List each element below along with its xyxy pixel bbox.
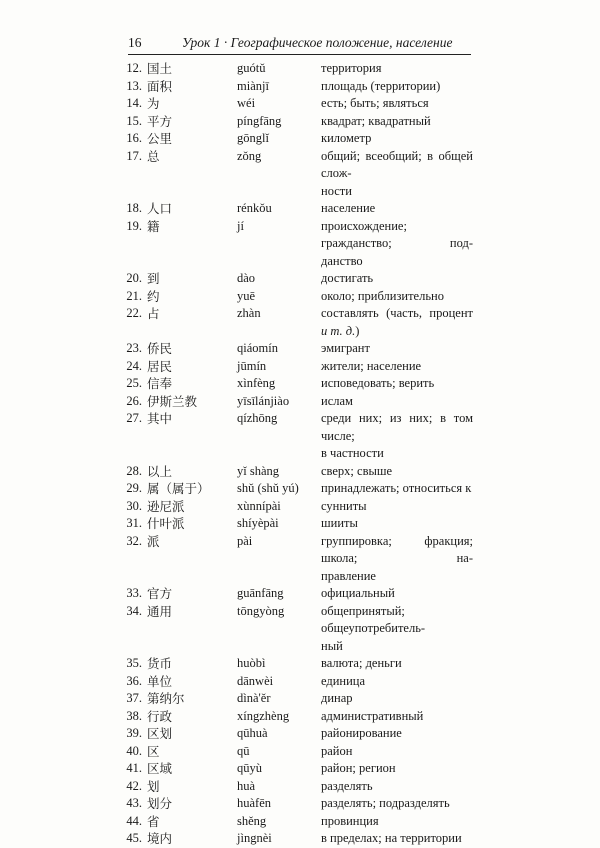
meaning-line bbox=[321, 725, 473, 743]
entry-meaning bbox=[321, 603, 473, 656]
entry-hanzi: 单位 bbox=[147, 673, 173, 689]
entry-hanzi: 什叶派 bbox=[147, 516, 185, 531]
entry-pinyin: tōngyòng bbox=[237, 603, 285, 618]
entry-hanzi: 面积 bbox=[147, 78, 173, 94]
meaning-line bbox=[321, 340, 473, 358]
meaning-line bbox=[321, 218, 473, 253]
vocab-entry bbox=[0, 813, 600, 831]
entry-pinyin: qiáomín bbox=[237, 341, 278, 355]
meaning-line bbox=[321, 655, 473, 673]
vocab-entry bbox=[0, 673, 600, 691]
meaning-text: происхождение; гражданство; под- bbox=[321, 218, 473, 250]
meaning-line bbox=[321, 515, 473, 533]
meaning-text: единица bbox=[321, 673, 366, 688]
vocab-entry bbox=[0, 410, 600, 463]
entry-number: 13. bbox=[126, 78, 142, 93]
entry-meaning bbox=[321, 690, 473, 708]
entry-hanzi: 平方 bbox=[147, 113, 173, 129]
entry-meaning bbox=[321, 533, 473, 586]
vocab-entry bbox=[0, 778, 600, 796]
entry-hanzi: 约 bbox=[147, 288, 160, 304]
entry-meaning bbox=[321, 393, 473, 411]
meaning-text: правление bbox=[321, 568, 376, 583]
entry-hanzi: 籍 bbox=[147, 218, 160, 234]
meaning-line bbox=[321, 130, 473, 148]
entry-pinyin: dào bbox=[237, 271, 256, 285]
vocab-entry bbox=[0, 760, 600, 778]
meaning-line bbox=[321, 393, 473, 411]
entry-meaning bbox=[321, 673, 473, 691]
meaning-line bbox=[321, 60, 473, 78]
meaning-line bbox=[321, 795, 473, 813]
meaning-text: ный bbox=[321, 638, 343, 653]
entry-meaning bbox=[321, 130, 473, 148]
meaning-text: административный bbox=[321, 708, 424, 723]
entry-number: 29. bbox=[126, 481, 142, 495]
meaning-line bbox=[321, 778, 473, 796]
vocab-entry bbox=[0, 795, 600, 813]
meaning-tail: ) bbox=[355, 323, 360, 338]
page-header bbox=[128, 33, 468, 53]
meaning-line bbox=[321, 813, 473, 831]
entry-pinyin: dānwèi bbox=[237, 673, 274, 688]
meaning-text: квадрат; квадратный bbox=[321, 113, 431, 128]
entry-meaning bbox=[321, 743, 473, 761]
entry-hanzi: 侨民 bbox=[147, 341, 173, 356]
meaning-line bbox=[321, 200, 473, 218]
meaning-text: район; регион bbox=[321, 761, 396, 775]
entry-meaning bbox=[321, 463, 473, 481]
meaning-text: в частности bbox=[321, 446, 384, 460]
meaning-line bbox=[321, 375, 473, 393]
entry-meaning bbox=[321, 830, 473, 848]
vocab-entry bbox=[0, 218, 600, 271]
header-rule bbox=[128, 54, 471, 55]
entry-pinyin: dìnà'ěr bbox=[237, 691, 271, 705]
meaning-text: площадь (территории) bbox=[321, 78, 441, 93]
entry-pinyin: jūmín bbox=[237, 358, 267, 373]
vocab-entry bbox=[0, 463, 600, 481]
entry-pinyin: jìngnèi bbox=[237, 831, 272, 845]
vocab-entry bbox=[0, 200, 600, 218]
vocab-entry bbox=[0, 655, 600, 673]
running-title: Урок 1 · Географическое положение, население bbox=[182, 35, 453, 50]
entry-hanzi: 到 bbox=[147, 271, 160, 286]
entry-meaning bbox=[321, 760, 473, 778]
meaning-text: ислам bbox=[321, 393, 353, 408]
meaning-line bbox=[321, 743, 473, 761]
entry-pinyin: qūyù bbox=[237, 761, 262, 775]
entry-meaning bbox=[321, 148, 473, 201]
meaning-text: данство bbox=[321, 253, 363, 268]
vocab-entry bbox=[0, 515, 600, 533]
entry-number: 36. bbox=[126, 673, 142, 688]
meaning-text: эмигрант bbox=[321, 341, 370, 355]
vocab-entry bbox=[0, 95, 600, 113]
meaning-text: жители; население bbox=[321, 358, 422, 373]
entry-pinyin: xìnfèng bbox=[237, 376, 276, 390]
vocab-entry bbox=[0, 393, 600, 411]
entry-hanzi: 以上 bbox=[147, 463, 173, 479]
meaning-text: исповедовать; верить bbox=[321, 376, 435, 390]
meaning-text: среди них; из них; в том числе; bbox=[321, 411, 473, 443]
entry-number: 35. bbox=[126, 656, 142, 670]
entry-hanzi: 占 bbox=[147, 306, 160, 321]
entry-pinyin: qūhuà bbox=[237, 726, 268, 740]
entry-number: 43. bbox=[126, 796, 142, 810]
meaning-text: общий; всеобщий; в общей слож- bbox=[321, 148, 473, 180]
meaning-line bbox=[321, 708, 473, 726]
entry-meaning bbox=[321, 708, 473, 726]
meaning-line bbox=[321, 673, 473, 691]
entry-number: 12. bbox=[126, 61, 142, 75]
meaning-text: в пределах; на территории bbox=[321, 831, 462, 845]
entry-pinyin: yǐ shàng bbox=[237, 463, 280, 478]
entry-meaning bbox=[321, 655, 473, 673]
entry-number: 32. bbox=[126, 533, 142, 548]
vocab-entry bbox=[0, 358, 600, 376]
entry-number: 39. bbox=[126, 726, 142, 740]
meaning-line bbox=[321, 270, 473, 288]
entry-pinyin: shíyèpài bbox=[237, 516, 279, 530]
vocab-entry bbox=[0, 78, 600, 96]
entry-pinyin: miànjī bbox=[237, 78, 269, 93]
meaning-text: километр bbox=[321, 131, 372, 145]
entry-number: 20. bbox=[126, 271, 142, 285]
meaning-text: сунниты bbox=[321, 498, 367, 513]
entry-meaning bbox=[321, 218, 473, 271]
entry-number: 24. bbox=[126, 358, 142, 373]
meaning-text: население bbox=[321, 201, 376, 215]
meaning-text: принадлежать; относиться к bbox=[321, 481, 472, 495]
meaning-line bbox=[321, 148, 473, 183]
vocab-entry bbox=[0, 113, 600, 131]
entry-hanzi: 总 bbox=[147, 148, 160, 164]
vocab-entry bbox=[0, 148, 600, 201]
entry-pinyin: zhàn bbox=[237, 306, 261, 320]
meaning-text: сверх; свыше bbox=[321, 463, 393, 478]
entry-hanzi: 伊斯兰教 bbox=[147, 393, 198, 409]
entry-meaning bbox=[321, 358, 473, 376]
entry-pinyin: guānfāng bbox=[237, 586, 284, 600]
entry-pinyin: gōnglǐ bbox=[237, 131, 269, 145]
entry-pinyin: shěng bbox=[237, 813, 267, 828]
entry-hanzi: 区 bbox=[147, 743, 160, 759]
vocab-entry bbox=[0, 288, 600, 306]
meaning-italic: и т. д. bbox=[321, 323, 356, 338]
vocab-entry bbox=[0, 305, 600, 340]
entry-number: 31. bbox=[126, 516, 142, 530]
entry-number: 14. bbox=[126, 96, 142, 110]
entry-number: 33. bbox=[126, 586, 142, 600]
entry-hanzi: 其中 bbox=[147, 411, 173, 426]
entry-hanzi: 信奉 bbox=[147, 376, 173, 391]
vocab-entry bbox=[0, 480, 600, 498]
entry-pinyin: xùnnípài bbox=[237, 498, 281, 513]
entry-number: 26. bbox=[126, 393, 142, 408]
entry-hanzi: 居民 bbox=[147, 358, 173, 374]
entry-number: 22. bbox=[126, 306, 142, 320]
entry-pinyin: qū bbox=[237, 743, 250, 758]
entry-number: 38. bbox=[126, 708, 142, 723]
meaning-line bbox=[321, 480, 473, 498]
vocab-entry bbox=[0, 375, 600, 393]
meaning-line bbox=[321, 78, 473, 96]
entry-meaning bbox=[321, 813, 473, 831]
vocab-entry bbox=[0, 130, 600, 148]
entry-number: 16. bbox=[126, 131, 142, 145]
meaning-line bbox=[321, 585, 473, 603]
meaning-line bbox=[321, 533, 473, 568]
entry-hanzi: 国土 bbox=[147, 61, 173, 76]
vocab-entry bbox=[0, 498, 600, 516]
meaning-text: шииты bbox=[321, 516, 358, 530]
entry-number: 25. bbox=[126, 376, 142, 390]
entry-number: 27. bbox=[126, 411, 142, 425]
entry-number: 34. bbox=[126, 603, 142, 618]
entry-meaning bbox=[321, 410, 473, 463]
meaning-text: разделять bbox=[321, 778, 373, 793]
page-number: 16 bbox=[128, 35, 142, 50]
entry-meaning bbox=[321, 480, 473, 498]
entry-meaning bbox=[321, 498, 473, 516]
entry-hanzi: 行政 bbox=[147, 708, 173, 724]
vocab-entry bbox=[0, 743, 600, 761]
entry-pinyin: yīsīlánjiào bbox=[237, 393, 290, 408]
entry-meaning bbox=[321, 340, 473, 358]
meaning-line bbox=[321, 760, 473, 778]
meaning-line bbox=[321, 830, 473, 848]
entry-hanzi: 区划 bbox=[147, 726, 173, 741]
entry-pinyin: jí bbox=[237, 218, 244, 233]
entry-number: 40. bbox=[126, 743, 142, 758]
meaning-text: составлять (часть, процент bbox=[321, 306, 473, 320]
entry-pinyin: huòbì bbox=[237, 656, 266, 670]
entry-hanzi: 第纳尔 bbox=[147, 691, 185, 706]
entry-pinyin: wéi bbox=[237, 96, 256, 110]
entry-meaning bbox=[321, 375, 473, 393]
entry-meaning bbox=[321, 60, 473, 78]
meaning-text: официальный bbox=[321, 586, 395, 600]
meaning-text: есть; быть; являться bbox=[321, 96, 429, 110]
meaning-line bbox=[321, 113, 473, 131]
entry-hanzi: 划分 bbox=[147, 796, 173, 811]
entry-meaning bbox=[321, 305, 473, 340]
entry-number: 17. bbox=[126, 148, 142, 163]
entry-meaning bbox=[321, 795, 473, 813]
entry-number: 15. bbox=[126, 113, 142, 128]
meaning-text: территория bbox=[321, 61, 382, 75]
meaning-line bbox=[321, 183, 473, 201]
vocab-entry bbox=[0, 830, 600, 848]
entry-hanzi: 派 bbox=[147, 533, 160, 549]
meaning-text: общепринятый; общеупотребитель- bbox=[321, 603, 426, 635]
entry-meaning bbox=[321, 270, 473, 288]
entry-number: 42. bbox=[126, 778, 142, 793]
meaning-text: район bbox=[321, 743, 353, 758]
entry-number: 37. bbox=[126, 691, 142, 705]
entry-pinyin: yuē bbox=[237, 288, 256, 303]
entry-pinyin: zǒng bbox=[237, 148, 262, 163]
entry-hanzi: 官方 bbox=[147, 586, 173, 601]
entry-pinyin: guótǔ bbox=[237, 61, 266, 75]
meaning-line bbox=[321, 638, 473, 656]
vocab-entry bbox=[0, 60, 600, 78]
meaning-line bbox=[321, 410, 473, 445]
meaning-line bbox=[321, 95, 473, 113]
meaning-line bbox=[321, 358, 473, 376]
entry-meaning bbox=[321, 78, 473, 96]
entry-number: 23. bbox=[126, 341, 142, 355]
meaning-text: разделять; подразделять bbox=[321, 796, 450, 810]
entry-meaning bbox=[321, 585, 473, 603]
entry-hanzi: 属（属于） bbox=[147, 481, 210, 496]
entry-meaning bbox=[321, 288, 473, 306]
entry-pinyin: pài bbox=[237, 533, 253, 548]
vocab-entry bbox=[0, 690, 600, 708]
meaning-line bbox=[321, 498, 473, 516]
entry-number: 19. bbox=[126, 218, 142, 233]
entry-hanzi: 境内 bbox=[147, 831, 173, 846]
entry-pinyin: rénkǒu bbox=[237, 201, 272, 215]
entry-pinyin: huà bbox=[237, 778, 256, 793]
entry-hanzi: 公里 bbox=[147, 131, 173, 146]
vocab-entry bbox=[0, 585, 600, 603]
entry-hanzi: 逊尼派 bbox=[147, 498, 185, 514]
vocab-entry bbox=[0, 708, 600, 726]
entry-pinyin: qízhōng bbox=[237, 411, 278, 425]
entry-number: 28. bbox=[126, 463, 142, 478]
meaning-line bbox=[321, 288, 473, 306]
meaning-line bbox=[321, 445, 473, 463]
vocabulary-list bbox=[0, 60, 600, 848]
entry-hanzi: 通用 bbox=[147, 603, 173, 619]
entry-pinyin: xíngzhèng bbox=[237, 708, 290, 723]
entry-pinyin: píngfāng bbox=[237, 113, 282, 128]
entry-number: 41. bbox=[126, 761, 142, 775]
entry-hanzi: 货币 bbox=[147, 656, 173, 671]
meaning-line bbox=[321, 253, 473, 271]
entry-hanzi: 区域 bbox=[147, 761, 173, 776]
vocab-entry bbox=[0, 725, 600, 743]
vocab-entry bbox=[0, 533, 600, 586]
meaning-text: группировка; фракция; школа; на- bbox=[321, 533, 473, 565]
meaning-text: провинция bbox=[321, 813, 379, 828]
entry-hanzi: 人口 bbox=[147, 201, 173, 216]
entry-meaning bbox=[321, 778, 473, 796]
meaning-line bbox=[321, 305, 473, 340]
entry-hanzi: 为 bbox=[147, 96, 160, 111]
vocab-entry bbox=[0, 340, 600, 358]
meaning-text: динар bbox=[321, 691, 353, 705]
entry-meaning bbox=[321, 200, 473, 218]
entry-number: 18. bbox=[126, 201, 142, 215]
entry-meaning bbox=[321, 113, 473, 131]
meaning-text: районирование bbox=[321, 726, 402, 740]
entry-hanzi: 省 bbox=[147, 813, 160, 829]
meaning-text: достигать bbox=[321, 271, 374, 285]
entry-meaning bbox=[321, 95, 473, 113]
vocab-entry bbox=[0, 603, 600, 656]
meaning-text: около; приблизительно bbox=[321, 288, 444, 303]
entry-number: 21. bbox=[126, 288, 142, 303]
meaning-line bbox=[321, 603, 473, 638]
entry-hanzi: 划 bbox=[147, 778, 160, 794]
meaning-line bbox=[321, 690, 473, 708]
meaning-line bbox=[321, 463, 473, 481]
meaning-text: валюта; деньги bbox=[321, 656, 402, 670]
entry-meaning bbox=[321, 515, 473, 533]
entry-pinyin: shǔ (shǔ yú) bbox=[237, 481, 299, 495]
entry-number: 45. bbox=[126, 831, 142, 845]
entry-number: 30. bbox=[126, 498, 142, 513]
entry-number: 44. bbox=[126, 813, 142, 828]
vocab-entry bbox=[0, 270, 600, 288]
entry-pinyin: huàfēn bbox=[237, 796, 272, 810]
meaning-text: ности bbox=[321, 183, 352, 198]
meaning-line bbox=[321, 568, 473, 586]
entry-meaning bbox=[321, 725, 473, 743]
